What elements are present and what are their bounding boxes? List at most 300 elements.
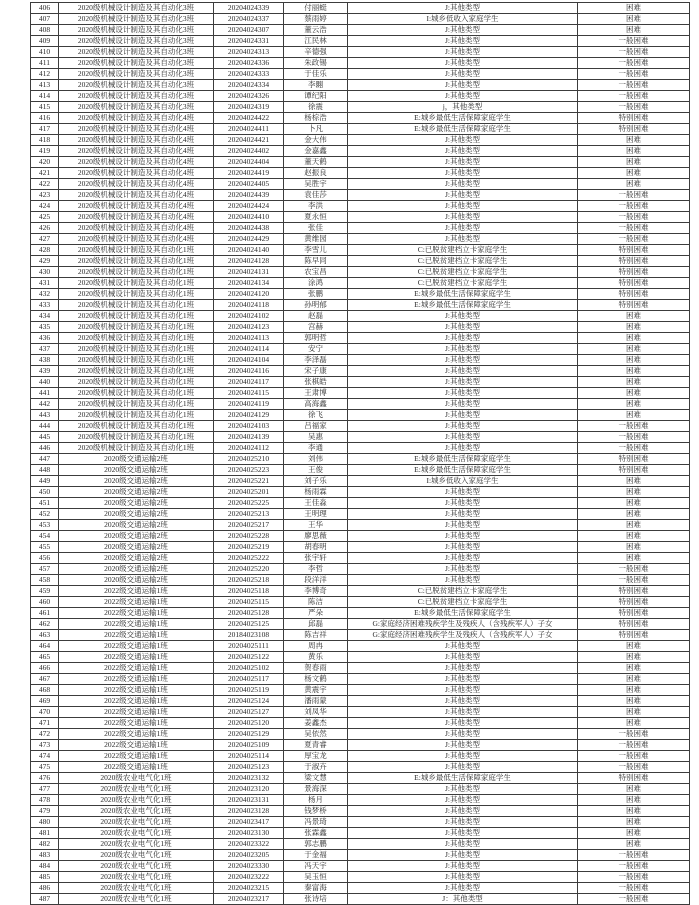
row-number: 457: [31, 564, 59, 575]
difficulty-category: J:其他类型: [348, 795, 578, 806]
table-row: [31, 575, 690, 586]
difficulty-level: 困难: [578, 487, 690, 498]
student-id: 20204023205: [214, 850, 284, 861]
difficulty-category: E:城乡最低生活保障家庭学生: [348, 773, 578, 784]
student-name: 梁文慧: [284, 773, 348, 784]
row-number: 430: [31, 267, 59, 278]
difficulty-level: 一般困难: [578, 190, 690, 201]
row-number: 486: [31, 883, 59, 894]
student-id: 20204024337: [214, 14, 284, 25]
student-name: 李翾: [284, 80, 348, 91]
table-row: [31, 850, 690, 861]
class-name: 2020级机械设计制造及其自动化3班: [59, 80, 214, 91]
student-id: 20204025220: [214, 564, 284, 575]
difficulty-level: 一般困难: [578, 223, 690, 234]
class-name: 2020级机械设计制造及其自动化1班: [59, 333, 214, 344]
difficulty-category: J:其他类型: [348, 234, 578, 245]
student-id: 20204025122: [214, 652, 284, 663]
class-name: 2020级农业电气化1班: [59, 773, 214, 784]
student-name: 贺春雨: [284, 663, 348, 674]
difficulty-level: 一般困难: [578, 102, 690, 113]
difficulty-level: 困难: [578, 795, 690, 806]
student-id: 20204025123: [214, 762, 284, 773]
table-row: [31, 619, 690, 630]
difficulty-level: 一般困难: [578, 421, 690, 432]
row-number: 480: [31, 817, 59, 828]
difficulty-level: 困难: [578, 322, 690, 333]
row-number: 466: [31, 663, 59, 674]
difficulty-category: J:其他类型: [348, 718, 578, 729]
table-row: [31, 487, 690, 498]
table-row: [31, 102, 690, 113]
difficulty-category: J:其他类型: [348, 190, 578, 201]
difficulty-level: 特别困难: [578, 465, 690, 476]
difficulty-level: 困难: [578, 652, 690, 663]
difficulty-category: J:其他类型: [348, 421, 578, 432]
row-number: 455: [31, 542, 59, 553]
difficulty-category: J:其他类型: [348, 344, 578, 355]
student-id: 20204023222: [214, 872, 284, 883]
student-id: 20204025127: [214, 707, 284, 718]
difficulty-category: J:其他类型: [348, 311, 578, 322]
student-id: 20204024114: [214, 344, 284, 355]
difficulty-category: C:已脱贫建档立卡家庭学生: [348, 267, 578, 278]
table-row: [31, 685, 690, 696]
row-number: 440: [31, 377, 59, 388]
student-name: 农宝昌: [284, 267, 348, 278]
class-name: 2020级机械设计制造及其自动化4班: [59, 201, 214, 212]
student-id: 20204024118: [214, 300, 284, 311]
row-number: 436: [31, 333, 59, 344]
table-row: [31, 47, 690, 58]
class-name: 2020级交通运输2班: [59, 520, 214, 531]
row-number: 439: [31, 366, 59, 377]
table-row: [31, 784, 690, 795]
difficulty-level: 一般困难: [578, 861, 690, 872]
class-name: 2020级机械设计制造及其自动化3班: [59, 14, 214, 25]
table-row: [31, 201, 690, 212]
difficulty-level: 困难: [578, 839, 690, 850]
difficulty-category: E:城乡最低生活保障家庭学生: [348, 113, 578, 124]
row-number: 441: [31, 388, 59, 399]
table-row: [31, 190, 690, 201]
table-row: [31, 421, 690, 432]
student-id: 20204024134: [214, 278, 284, 289]
table-row: [31, 641, 690, 652]
student-id: 20204024404: [214, 157, 284, 168]
difficulty-level: 困难: [578, 707, 690, 718]
difficulty-category: C:已脱贫建档立卡家庭学生: [348, 586, 578, 597]
table-row: [31, 14, 690, 25]
student-id: 20204024334: [214, 80, 284, 91]
difficulty-level: 一般困难: [578, 234, 690, 245]
student-name: 杨文鹤: [284, 674, 348, 685]
difficulty-level: 一般困难: [578, 729, 690, 740]
difficulty-level: 一般困难: [578, 47, 690, 58]
student-id: 20204025213: [214, 509, 284, 520]
table-row: [31, 80, 690, 91]
class-name: 2020级机械设计制造及其自动化3班: [59, 25, 214, 36]
student-name: 赵振良: [284, 168, 348, 179]
student-name: 王佳淼: [284, 498, 348, 509]
row-number: 419: [31, 146, 59, 157]
class-name: 2022级交通运输1班: [59, 740, 214, 751]
student-id: 20204024113: [214, 333, 284, 344]
class-name: 2020级机械设计制造及其自动化4班: [59, 223, 214, 234]
difficulty-level: 困难: [578, 355, 690, 366]
class-name: 2020级机械设计制造及其自动化1班: [59, 344, 214, 355]
table-row: [31, 333, 690, 344]
class-name: 2020级机械设计制造及其自动化1班: [59, 256, 214, 267]
class-name: 2020级机械设计制造及其自动化4班: [59, 135, 214, 146]
class-name: 2022级交通运输1班: [59, 762, 214, 773]
table-row: [31, 498, 690, 509]
student-name: 段洋洋: [284, 575, 348, 586]
difficulty-level: 特别困难: [578, 630, 690, 641]
student-name: 郭志鹏: [284, 839, 348, 850]
class-name: 2020级农业电气化1班: [59, 872, 214, 883]
difficulty-category: J:其他类型: [348, 25, 578, 36]
student-id: 20204024319: [214, 102, 284, 113]
difficulty-category: J:其他类型: [348, 520, 578, 531]
table-row: [31, 773, 690, 784]
difficulty-category: I:城乡低收入家庭学生: [348, 476, 578, 487]
table-row: [31, 476, 690, 487]
difficulty-category: J:其他类型: [348, 36, 578, 47]
row-number: 421: [31, 168, 59, 179]
difficulty-category: E:城乡最低生活保障家庭学生: [348, 289, 578, 300]
difficulty-category: J:其他类型: [348, 850, 578, 861]
student-name: 卜凡: [284, 124, 348, 135]
difficulty-category: C:已脱贫建档立卡家庭学生: [348, 256, 578, 267]
student-name: 李通: [284, 443, 348, 454]
student-name: 于淑卉: [284, 762, 348, 773]
difficulty-level: 一般困难: [578, 36, 690, 47]
student-id: 20204024123: [214, 322, 284, 333]
row-number: 487: [31, 894, 59, 905]
row-number: 464: [31, 641, 59, 652]
table-row: [31, 179, 690, 190]
student-id: 20204024117: [214, 377, 284, 388]
table-row: [31, 58, 690, 69]
difficulty-category: J:其他类型: [348, 806, 578, 817]
row-number: 425: [31, 212, 59, 223]
difficulty-level: 困难: [578, 366, 690, 377]
class-name: 2020级机械设计制造及其自动化1班: [59, 267, 214, 278]
student-name: 张宇轩: [284, 553, 348, 564]
difficulty-category: J:其他类型: [348, 872, 578, 883]
row-number: 413: [31, 80, 59, 91]
student-id: 20204025119: [214, 685, 284, 696]
student-name: 于金福: [284, 850, 348, 861]
student-id: 20204023215: [214, 883, 284, 894]
student-name: 刘伟: [284, 454, 348, 465]
class-name: 2020级交通运输2班: [59, 454, 214, 465]
student-id: 20204024424: [214, 201, 284, 212]
row-number: 428: [31, 245, 59, 256]
student-name: 李泽磊: [284, 355, 348, 366]
difficulty-category: J:其他类型: [348, 762, 578, 773]
difficulty-category: J:其他类型: [348, 410, 578, 421]
difficulty-category: J:其他类型: [348, 883, 578, 894]
difficulty-category: J:其他类型: [348, 443, 578, 454]
row-number: 443: [31, 410, 59, 421]
student-id: 20204024131: [214, 267, 284, 278]
student-name: 黄乐: [284, 652, 348, 663]
class-name: 2020级机械设计制造及其自动化1班: [59, 311, 214, 322]
difficulty-category: E:城乡最低生活保障家庭学生: [348, 608, 578, 619]
table-row: [31, 586, 690, 597]
student-id: 20204024438: [214, 223, 284, 234]
class-name: 2020级农业电气化1班: [59, 839, 214, 850]
row-number: 448: [31, 465, 59, 476]
difficulty-category: J:其他类型: [348, 69, 578, 80]
student-name: 金大伟: [284, 135, 348, 146]
student-id: 20204024326: [214, 91, 284, 102]
table-row: [31, 113, 690, 124]
difficulty-category: J:其他类型: [348, 685, 578, 696]
student-name: 朱政锡: [284, 58, 348, 69]
table-row: [31, 124, 690, 135]
class-name: 2020级机械设计制造及其自动化1班: [59, 377, 214, 388]
student-id: 20204024405: [214, 179, 284, 190]
difficulty-level: 一般困难: [578, 432, 690, 443]
difficulty-level: 困难: [578, 542, 690, 553]
class-name: 2020级农业电气化1班: [59, 817, 214, 828]
difficulty-category: J:其他类型: [348, 839, 578, 850]
student-id: 20204025225: [214, 498, 284, 509]
table-row: [31, 311, 690, 322]
row-number: 410: [31, 47, 59, 58]
row-number: 445: [31, 432, 59, 443]
class-name: 2020级机械设计制造及其自动化3班: [59, 69, 214, 80]
difficulty-level: 困难: [578, 817, 690, 828]
table-row: [31, 366, 690, 377]
student-id: 20204025217: [214, 520, 284, 531]
table-row: [31, 212, 690, 223]
student-name: 厚宝龙: [284, 751, 348, 762]
row-number: 462: [31, 619, 59, 630]
student-id: 20204025117: [214, 674, 284, 685]
row-number: 463: [31, 630, 59, 641]
student-name: 宋子康: [284, 366, 348, 377]
row-number: 418: [31, 135, 59, 146]
table-row: [31, 674, 690, 685]
student-name: 王华: [284, 520, 348, 531]
class-name: 2020级机械设计制造及其自动化4班: [59, 179, 214, 190]
row-number: 414: [31, 91, 59, 102]
class-name: 2020级机械设计制造及其自动化1班: [59, 300, 214, 311]
student-id: 20204024119: [214, 399, 284, 410]
difficulty-level: 特别困难: [578, 586, 690, 597]
difficulty-level: 特别困难: [578, 245, 690, 256]
difficulty-category: J:其他类型: [348, 674, 578, 685]
table-row: [31, 322, 690, 333]
difficulty-level: 困难: [578, 146, 690, 157]
row-number: 454: [31, 531, 59, 542]
student-id: 20204025201: [214, 487, 284, 498]
class-name: 2020级机械设计制造及其自动化3班: [59, 3, 214, 14]
student-name: 陈洁: [284, 597, 348, 608]
student-id: 20204023131: [214, 795, 284, 806]
row-number: 406: [31, 3, 59, 14]
difficulty-level: 困难: [578, 344, 690, 355]
difficulty-level: 困难: [578, 674, 690, 685]
difficulty-category: J:其他类型: [348, 828, 578, 839]
student-name: 张鹏: [284, 289, 348, 300]
row-number: 468: [31, 685, 59, 696]
student-name: 李洪: [284, 201, 348, 212]
row-number: 424: [31, 201, 59, 212]
difficulty-category: J:其他类型: [348, 3, 578, 14]
student-id: 20204024116: [214, 366, 284, 377]
class-name: 2022级交通运输1班: [59, 718, 214, 729]
row-number: 427: [31, 234, 59, 245]
student-id: 20204025111: [214, 641, 284, 652]
table-row: [31, 25, 690, 36]
row-number: 429: [31, 256, 59, 267]
difficulty-level: 特别困难: [578, 300, 690, 311]
student-id: 20204024333: [214, 69, 284, 80]
student-id: 20204023417: [214, 817, 284, 828]
difficulty-category: J:其他类型: [348, 751, 578, 762]
student-id: 20204024402: [214, 146, 284, 157]
row-number: 465: [31, 652, 59, 663]
student-name: 徐飞: [284, 410, 348, 421]
difficulty-level: 一般困难: [578, 201, 690, 212]
student-id: 20204025219: [214, 542, 284, 553]
table-row: [31, 146, 690, 157]
student-name: 景海深: [284, 784, 348, 795]
difficulty-level: 困难: [578, 553, 690, 564]
difficulty-level: 困难: [578, 520, 690, 531]
table-row: [31, 223, 690, 234]
student-name: 高海鑫: [284, 399, 348, 410]
row-number: 408: [31, 25, 59, 36]
student-id: 20204023322: [214, 839, 284, 850]
student-id: 20204024429: [214, 234, 284, 245]
student-name: 刘子乐: [284, 476, 348, 487]
table-row: [31, 267, 690, 278]
table-row: [31, 531, 690, 542]
class-name: 2020级机械设计制造及其自动化1班: [59, 355, 214, 366]
student-name: 王明理: [284, 509, 348, 520]
student-id: 20204024128: [214, 256, 284, 267]
table-row: [31, 278, 690, 289]
class-name: 2020级农业电气化1班: [59, 894, 214, 905]
difficulty-level: 困难: [578, 685, 690, 696]
class-name: 2020级交通运输2班: [59, 575, 214, 586]
difficulty-category: J:其他类型: [348, 47, 578, 58]
class-name: 2020级交通运输2班: [59, 476, 214, 487]
table-row: [31, 355, 690, 366]
difficulty-level: 困难: [578, 784, 690, 795]
row-number: 476: [31, 773, 59, 784]
difficulty-level: 特别困难: [578, 773, 690, 784]
class-name: 2020级机械设计制造及其自动化4班: [59, 234, 214, 245]
class-name: 2020级机械设计制造及其自动化4班: [59, 113, 214, 124]
table-row: [31, 135, 690, 146]
student-name: 杨雨霖: [284, 487, 348, 498]
table-row: [31, 608, 690, 619]
student-name: 冯景琦: [284, 817, 348, 828]
student-roster-table-body: [31, 3, 690, 905]
class-name: 2022级交通运输1班: [59, 597, 214, 608]
student-name: 吴依然: [284, 729, 348, 740]
student-name: 董天鹤: [284, 157, 348, 168]
difficulty-category: J:其他类型: [348, 157, 578, 168]
class-name: 2020级机械设计制造及其自动化3班: [59, 47, 214, 58]
difficulty-level: 特别困难: [578, 113, 690, 124]
difficulty-level: 困难: [578, 3, 690, 14]
row-number: 407: [31, 14, 59, 25]
student-name: 吴惠: [284, 432, 348, 443]
difficulty-category: E:城乡最低生活保障家庭学生: [348, 465, 578, 476]
difficulty-category: J:其他类型: [348, 91, 578, 102]
difficulty-level: 一般困难: [578, 740, 690, 751]
student-name: 张棋皓: [284, 377, 348, 388]
difficulty-category: J:其他类型: [348, 432, 578, 443]
difficulty-level: 特别困难: [578, 454, 690, 465]
difficulty-category: G:家庭经济困难残疾学生及残疾人（含残疾军人）子女: [348, 630, 578, 641]
student-id: 20204024129: [214, 410, 284, 421]
difficulty-level: 一般困难: [578, 69, 690, 80]
student-name: 付丽蜓: [284, 3, 348, 14]
table-row: [31, 69, 690, 80]
student-id: 20204025221: [214, 476, 284, 487]
row-number: 409: [31, 36, 59, 47]
difficulty-category: J:其他类型: [348, 564, 578, 575]
difficulty-category: C:已脱贫建档立卡家庭学生: [348, 245, 578, 256]
difficulty-level: 困难: [578, 806, 690, 817]
class-name: 2020级农业电气化1班: [59, 784, 214, 795]
class-name: 2022级交通运输1班: [59, 586, 214, 597]
class-name: 2022级交通运输1班: [59, 619, 214, 630]
difficulty-level: 困难: [578, 509, 690, 520]
row-number: 438: [31, 355, 59, 366]
difficulty-category: J:其他类型: [348, 509, 578, 520]
class-name: 2020级机械设计制造及其自动化1班: [59, 278, 214, 289]
student-id: 20204024102: [214, 311, 284, 322]
student-id: 20204025125: [214, 619, 284, 630]
student-id: 20204023132: [214, 773, 284, 784]
row-number: 474: [31, 751, 59, 762]
class-name: 2020级交通运输2班: [59, 542, 214, 553]
difficulty-category: j，其他类型: [348, 102, 578, 113]
class-name: 2020级机械设计制造及其自动化1班: [59, 443, 214, 454]
difficulty-level: 一般困难: [578, 894, 690, 905]
student-name: 江民林: [284, 36, 348, 47]
difficulty-level: 一般困难: [578, 80, 690, 91]
student-name: 夏青睿: [284, 740, 348, 751]
table-row: [31, 465, 690, 476]
difficulty-level: 困难: [578, 311, 690, 322]
class-name: 2022级交通运输1班: [59, 729, 214, 740]
table-row: [31, 454, 690, 465]
student-id: 20204025228: [214, 531, 284, 542]
student-name: 张霖鑫: [284, 828, 348, 839]
table-row: [31, 707, 690, 718]
student-name: 陈吉祥: [284, 630, 348, 641]
difficulty-level: 困难: [578, 135, 690, 146]
student-id: 20204025210: [214, 454, 284, 465]
student-id: 20204025223: [214, 465, 284, 476]
table-row: [31, 542, 690, 553]
class-name: 2020级交通运输2班: [59, 564, 214, 575]
student-name: 辛德强: [284, 47, 348, 58]
table-row: [31, 718, 690, 729]
class-name: 2022级交通运输1班: [59, 751, 214, 762]
